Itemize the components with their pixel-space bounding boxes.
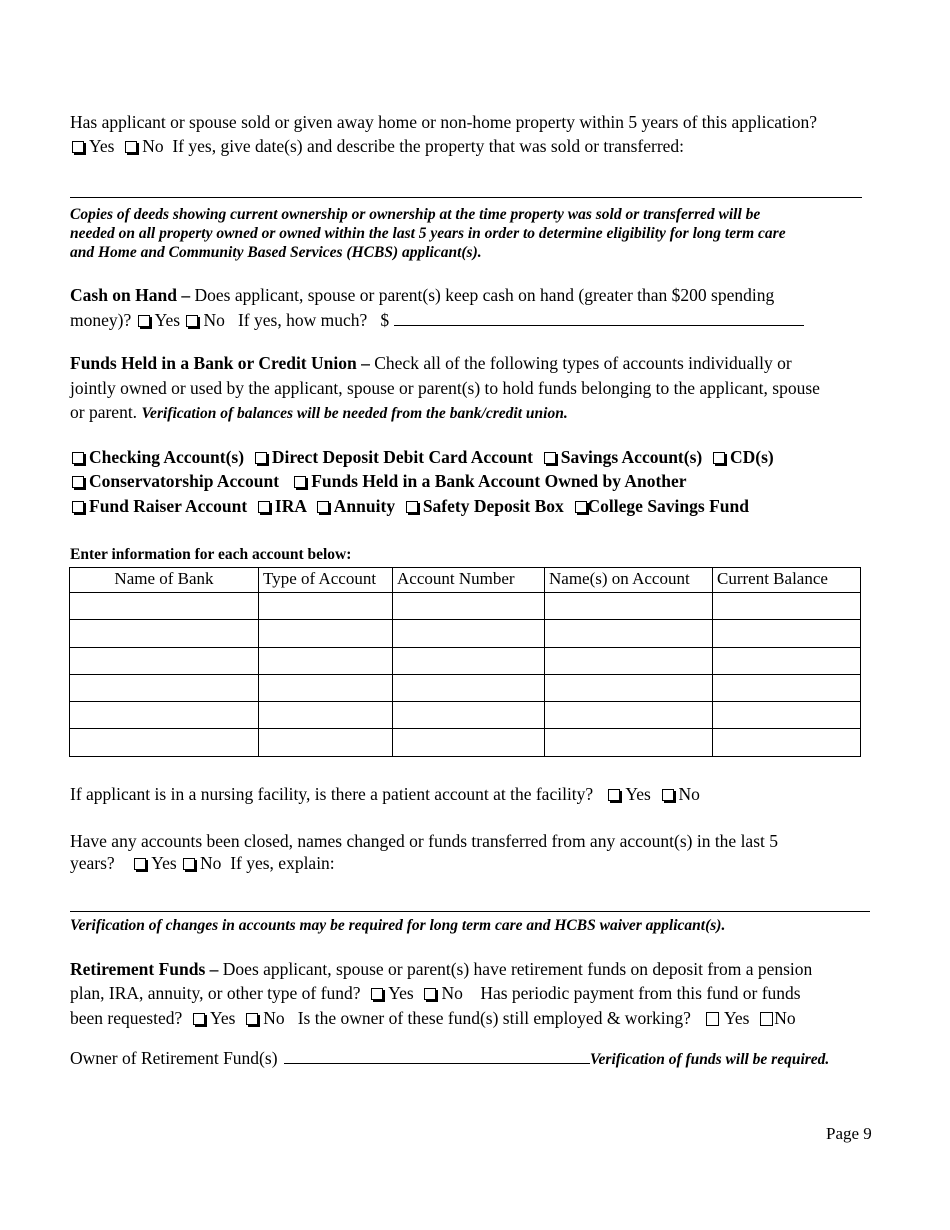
funds-line-1: [70, 352, 792, 374]
retirement-question-end: plan, IRA, annuity, or other type of fund?: [70, 983, 361, 1003]
closed-no-label: No: [200, 853, 222, 873]
account-type-cell[interactable]: [259, 647, 393, 674]
header-account-number: Account Number: [393, 568, 545, 593]
property-yes-label: Yes: [89, 136, 115, 156]
closed-question-line-1: Have any accounts been closed, names changed or funds transferred from any account(s) in the last 5: [70, 831, 778, 851]
cash-question: Does applicant, spouse or parent(s) keep cash on hand (greater than $200 spending: [190, 285, 775, 305]
account-number-cell[interactable]: [393, 620, 545, 647]
deeds-note-1: Copies of deeds showing current ownership or ownership at the time property was sold or transferred will be: [70, 206, 761, 223]
table-intro: Enter information for each account below:: [70, 546, 352, 563]
cash-followup: If yes, how much?: [237, 310, 368, 330]
table-row: [70, 729, 861, 756]
header-account-type: Type of Account: [259, 568, 393, 593]
debit-card-label: Direct Deposit Debit Card Account: [271, 447, 533, 467]
cash-yes-checkbox[interactable]: [138, 315, 150, 327]
funds-verification-note: Verification of balances will be needed from the bank/credit union.: [141, 405, 568, 422]
owned-by-another-checkbox[interactable]: [294, 476, 306, 488]
owner-verification-note: Verification of funds will be required.: [589, 1051, 830, 1068]
property-followup: If yes, give date(s) and describe the property that was sold or transferred:: [172, 136, 685, 156]
retirement-no-label: No: [441, 983, 463, 1003]
property-no-label: No: [142, 136, 164, 156]
employed-yes-checkbox[interactable]: [706, 1012, 719, 1026]
nursing-yes-checkbox[interactable]: [608, 789, 620, 801]
closed-question-end: years?: [70, 853, 115, 873]
property-answer-row: [70, 135, 684, 157]
cash-heading: Cash on Hand –: [70, 285, 191, 305]
owner-row: [70, 1047, 829, 1071]
header-current-balance: Current Balance: [713, 568, 861, 593]
account-type-cell[interactable]: [259, 620, 393, 647]
balance-cell[interactable]: [713, 729, 861, 756]
table-row: [70, 647, 861, 674]
account-types-row-2: [70, 470, 687, 492]
account-types-row-1: [70, 446, 774, 468]
closed-followup: If yes, explain:: [230, 853, 335, 873]
college-savings-checkbox[interactable]: [575, 501, 587, 513]
requested-question-end: been requested?: [70, 1008, 183, 1028]
account-type-cell[interactable]: [259, 702, 393, 729]
names-cell[interactable]: [545, 674, 713, 701]
safety-deposit-checkbox[interactable]: [406, 501, 418, 513]
closed-yes-checkbox[interactable]: [134, 858, 146, 870]
cash-dollar: $: [380, 310, 390, 330]
safety-deposit-label: Safety Deposit Box: [422, 496, 564, 516]
retirement-question: Does applicant, spouse or parent(s) have retirement funds on deposit from a pension: [218, 959, 813, 979]
savings-label: Savings Account(s): [560, 447, 703, 467]
bank-name-cell[interactable]: [70, 674, 259, 701]
nursing-question: If applicant is in a nursing facility, is there a patient account at the facility?: [70, 784, 594, 804]
property-answer-line[interactable]: [70, 197, 862, 198]
account-number-cell[interactable]: [393, 702, 545, 729]
employed-no-checkbox[interactable]: [760, 1012, 773, 1026]
savings-checkbox[interactable]: [544, 452, 556, 464]
employed-no-label: No: [774, 1008, 796, 1028]
account-number-cell[interactable]: [393, 674, 545, 701]
debit-card-checkbox[interactable]: [255, 452, 267, 464]
periodic-payment-question: Has periodic payment from this fund or funds: [480, 983, 801, 1003]
bank-name-cell[interactable]: [70, 620, 259, 647]
owner-label: Owner of Retirement Fund(s): [70, 1048, 278, 1068]
bank-name-cell[interactable]: [70, 729, 259, 756]
nursing-yes-label: Yes: [625, 784, 651, 804]
retirement-yes-checkbox[interactable]: [371, 988, 383, 1000]
funds-intro: Check all of the following types of accounts individually or: [369, 353, 792, 373]
annuity-checkbox[interactable]: [317, 501, 329, 513]
account-table: [69, 567, 861, 757]
closed-explain-line[interactable]: [70, 911, 870, 912]
deeds-note-3: and Home and Community Based Services (HCBS) applicant(s).: [70, 244, 482, 261]
table-row: [70, 620, 861, 647]
names-cell[interactable]: [545, 593, 713, 620]
property-yes-checkbox[interactable]: [72, 141, 84, 153]
names-cell[interactable]: [545, 620, 713, 647]
balance-cell[interactable]: [713, 647, 861, 674]
owner-field[interactable]: [284, 1049, 590, 1064]
account-number-cell[interactable]: [393, 593, 545, 620]
checking-label: Checking Account(s): [89, 447, 245, 467]
bank-name-cell[interactable]: [70, 702, 259, 729]
nursing-no-label: No: [678, 784, 700, 804]
employed-question: Is the owner of these fund(s) still employed & working?: [297, 1008, 691, 1028]
nursing-no-checkbox[interactable]: [662, 789, 674, 801]
cash-no-label: No: [203, 310, 225, 330]
names-cell[interactable]: [545, 647, 713, 674]
cash-line-2: [70, 309, 804, 331]
balance-cell[interactable]: [713, 593, 861, 620]
retirement-heading: Retirement Funds –: [70, 959, 219, 979]
cd-label: CD(s): [729, 447, 774, 467]
fund-raiser-label: Fund Raiser Account: [89, 496, 248, 516]
owned-by-another-label: Funds Held in a Bank Account Owned by Another: [311, 471, 687, 491]
closed-verification-note: Verification of changes in accounts may be required for long term care and HCBS waiver applicant(s).: [70, 917, 726, 934]
table-row: [70, 702, 861, 729]
retirement-line-3: [70, 1007, 796, 1029]
cash-no-checkbox[interactable]: [186, 315, 198, 327]
funds-line-2: jointly owned or used by the applicant, spouse or parent(s) to hold funds belonging to the applicant, spouse: [70, 378, 820, 398]
account-type-cell[interactable]: [259, 593, 393, 620]
requested-no-checkbox[interactable]: [246, 1013, 258, 1025]
cash-amount-field[interactable]: [394, 311, 804, 326]
property-no-checkbox[interactable]: [125, 141, 137, 153]
retirement-no-checkbox[interactable]: [424, 988, 436, 1000]
closed-no-checkbox[interactable]: [183, 858, 195, 870]
account-type-cell[interactable]: [259, 729, 393, 756]
names-cell[interactable]: [545, 702, 713, 729]
cd-checkbox[interactable]: [713, 452, 725, 464]
page-number: Page 9: [826, 1124, 872, 1143]
funds-line-3-text: or parent.: [70, 402, 142, 422]
bank-name-cell[interactable]: [70, 593, 259, 620]
account-number-cell[interactable]: [393, 729, 545, 756]
bank-name-cell[interactable]: [70, 647, 259, 674]
retirement-line-1: [70, 958, 812, 980]
closed-question-line-2: [70, 852, 335, 874]
ira-checkbox[interactable]: [258, 501, 270, 513]
closed-yes-label: Yes: [151, 853, 177, 873]
deeds-note-2: needed on all property owned or owned within the last 5 years in order to determine eligibility for long term care: [70, 225, 786, 242]
names-cell[interactable]: [545, 729, 713, 756]
account-types-row-3: [70, 495, 749, 517]
account-type-cell[interactable]: [259, 674, 393, 701]
requested-yes-label: Yes: [209, 1008, 236, 1028]
conservatorship-label: Conservatorship Account: [89, 471, 280, 491]
balance-cell[interactable]: [713, 620, 861, 647]
funds-heading: Funds Held in a Bank or Credit Union –: [70, 353, 370, 373]
balance-cell[interactable]: [713, 674, 861, 701]
nursing-question-row: [70, 783, 700, 805]
header-names-on-account: Name(s) on Account: [545, 568, 713, 593]
conservatorship-checkbox[interactable]: [72, 476, 84, 488]
requested-no-label: No: [263, 1008, 285, 1028]
retirement-yes-label: Yes: [388, 983, 414, 1003]
property-question: Has applicant or spouse sold or given away home or non-home property within 5 years of this application?: [70, 112, 817, 132]
ira-label: IRA: [274, 496, 307, 516]
cash-yes-label: Yes: [154, 310, 181, 330]
funds-line-3: [70, 401, 568, 425]
college-savings-label: College Savings Fund: [587, 496, 749, 516]
cash-line-1: [70, 284, 774, 306]
retirement-line-2: [70, 982, 801, 1004]
employed-yes-label: Yes: [724, 1008, 750, 1028]
account-number-cell[interactable]: [393, 647, 545, 674]
account-table-header: [70, 568, 861, 593]
header-bank-name: Name of Bank: [70, 568, 259, 593]
checking-checkbox[interactable]: [72, 452, 84, 464]
table-row: [70, 674, 861, 701]
table-row: [70, 593, 861, 620]
annuity-label: Annuity: [333, 496, 396, 516]
balance-cell[interactable]: [713, 702, 861, 729]
requested-yes-checkbox[interactable]: [193, 1013, 205, 1025]
cash-question-end: money)?: [70, 310, 132, 330]
fund-raiser-checkbox[interactable]: [72, 501, 84, 513]
